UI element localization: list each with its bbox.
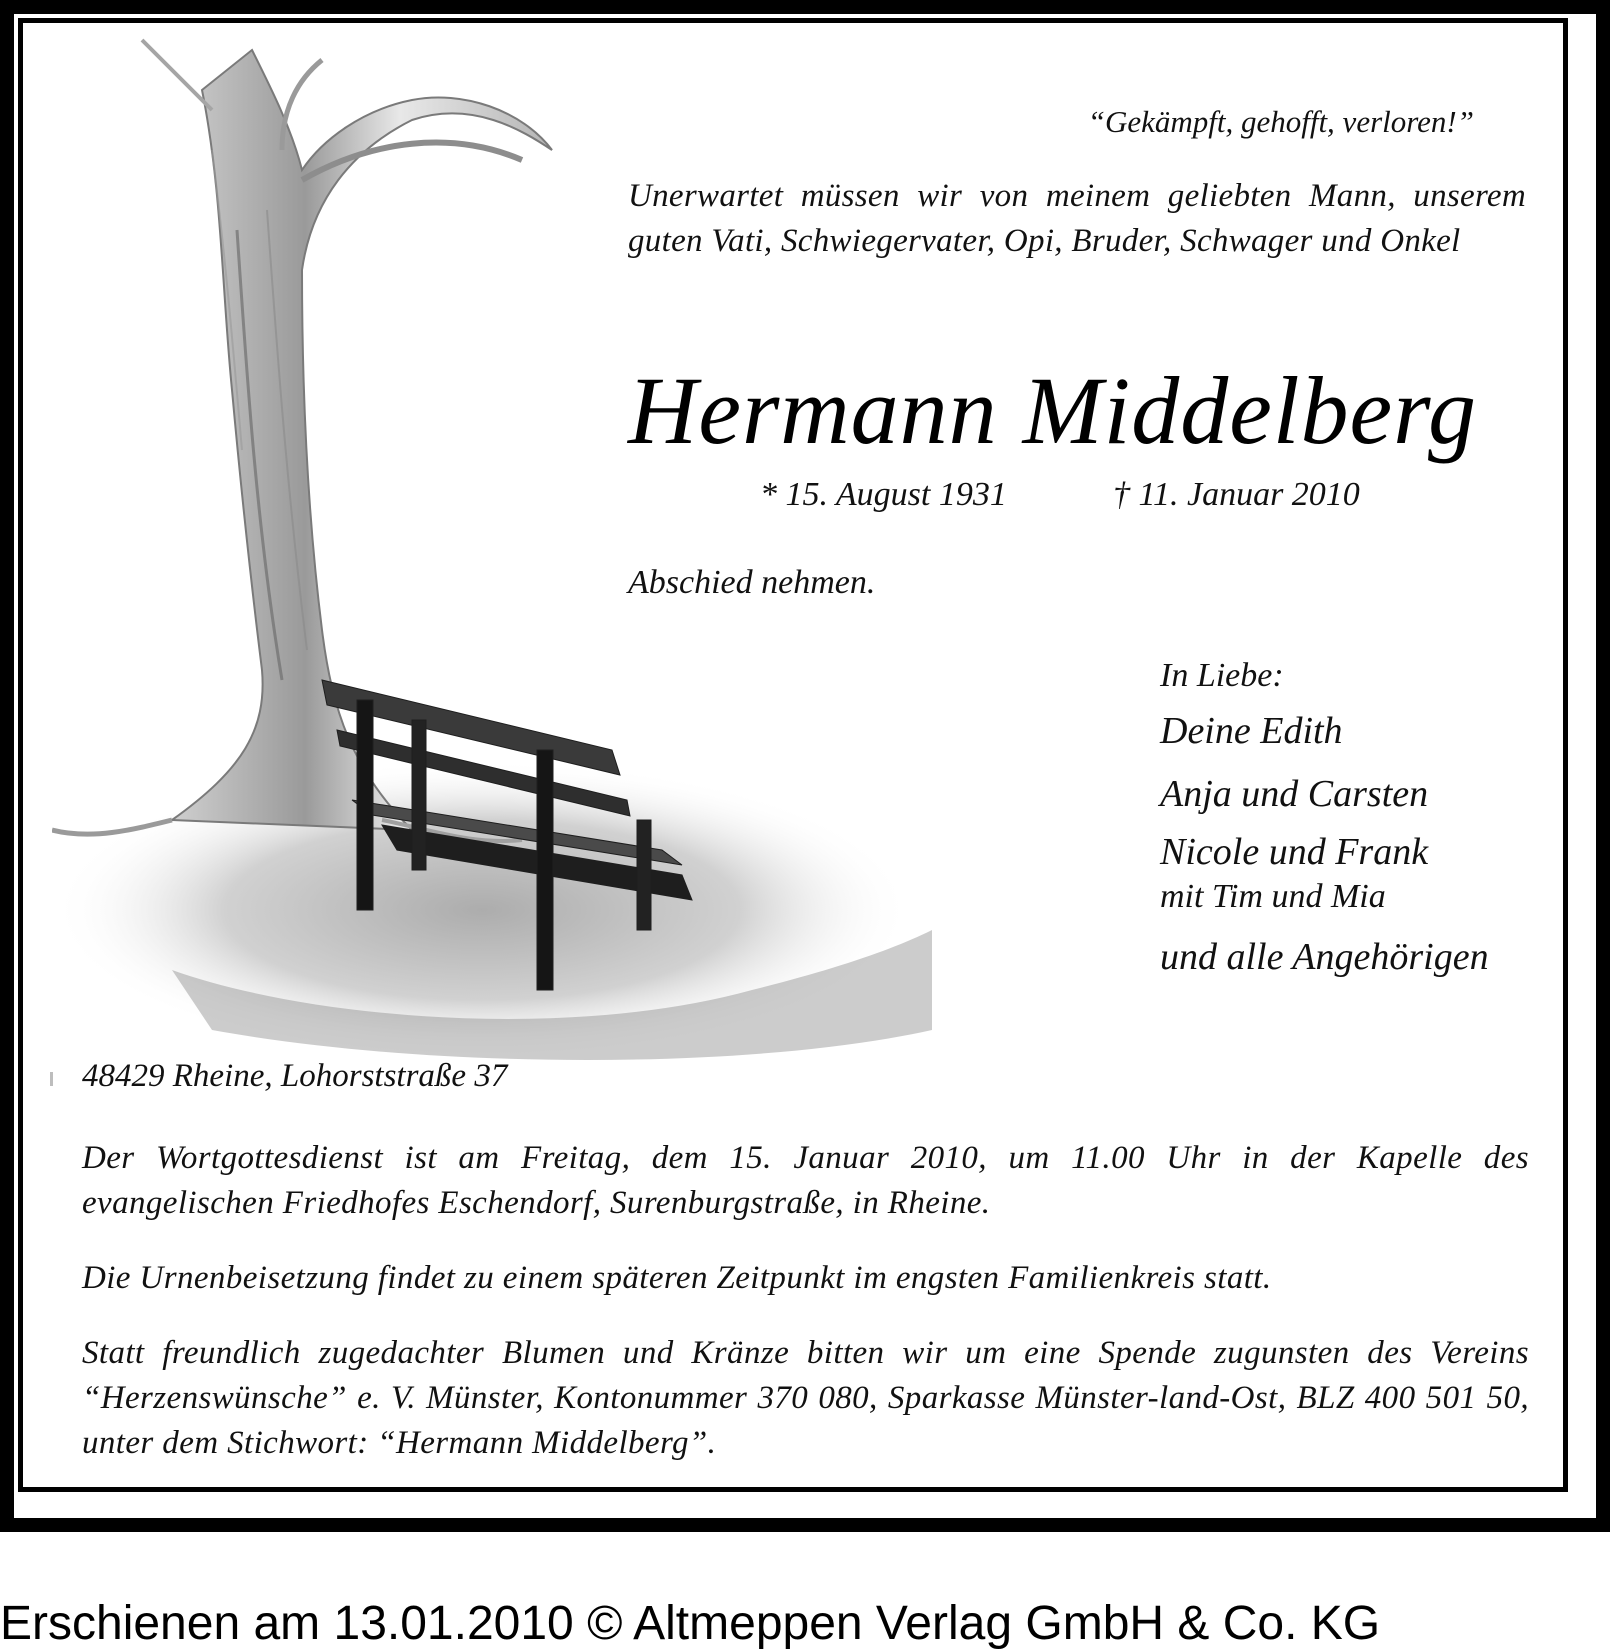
service-paragraph: Der Wortgottesdienst ist am Freitag, dem 15. Januar 2010, um 11.00 Uhr in der Kapelle des evangelischen Friedhofes Eschendorf, Surenburgstraße, in Rheine. — [82, 1140, 1529, 1221]
farewell-line: Abschied nehmen. — [628, 564, 876, 601]
family-address: 48429 Rheine, Lohorststraße 37 — [82, 1058, 508, 1094]
mourner-line: mit Tim und Mia — [1160, 878, 1386, 915]
mourner-line: Anja und Carsten — [1160, 773, 1429, 815]
scan-mark — [50, 1072, 53, 1086]
mourner-line: Deine Edith — [1160, 710, 1343, 752]
donation-paragraph: Statt freundlich zugedachter Blumen und Kränze bitten wir um eine Spende zugunsten des Vereins “Herzenswünsche” e. V. Münster, Kontonummer 370 080, Sparkasse Münster-land-Ost, BLZ 400 501 50, unter dem Stichwort: “Hermann Middelberg”. — [82, 1335, 1529, 1461]
mourners-block — [1160, 652, 1540, 989]
mourner-line: Nicole und Frank — [1160, 831, 1429, 873]
burial-paragraph: Die Urnenbeisetzung findet zu einem späteren Zeitpunkt im engsten Familienkreis statt. — [82, 1260, 1272, 1296]
publication-footer: Erschienen am 13.01.2010 © Altmeppen Verlag GmbH & Co. KG — [0, 1597, 1381, 1650]
deceased-name: Hermann Middelberg — [628, 357, 1477, 464]
mourner-line: und alle Angehörigen — [1160, 936, 1489, 978]
death-date: † 11. Januar 2010 — [1113, 476, 1360, 513]
motto-quote: “Gekämpft, gehofft, verloren!” — [1087, 104, 1474, 139]
intro-text: Unerwartet müssen wir von meinem geliebten Mann, unserem guten Vati, Schwiegervater, Opi, Bruder, Schwager und Onkel — [628, 178, 1526, 259]
birth-date: * 15. August 1931 — [760, 476, 1007, 513]
mourners-intro: In Liebe: — [1160, 657, 1284, 694]
